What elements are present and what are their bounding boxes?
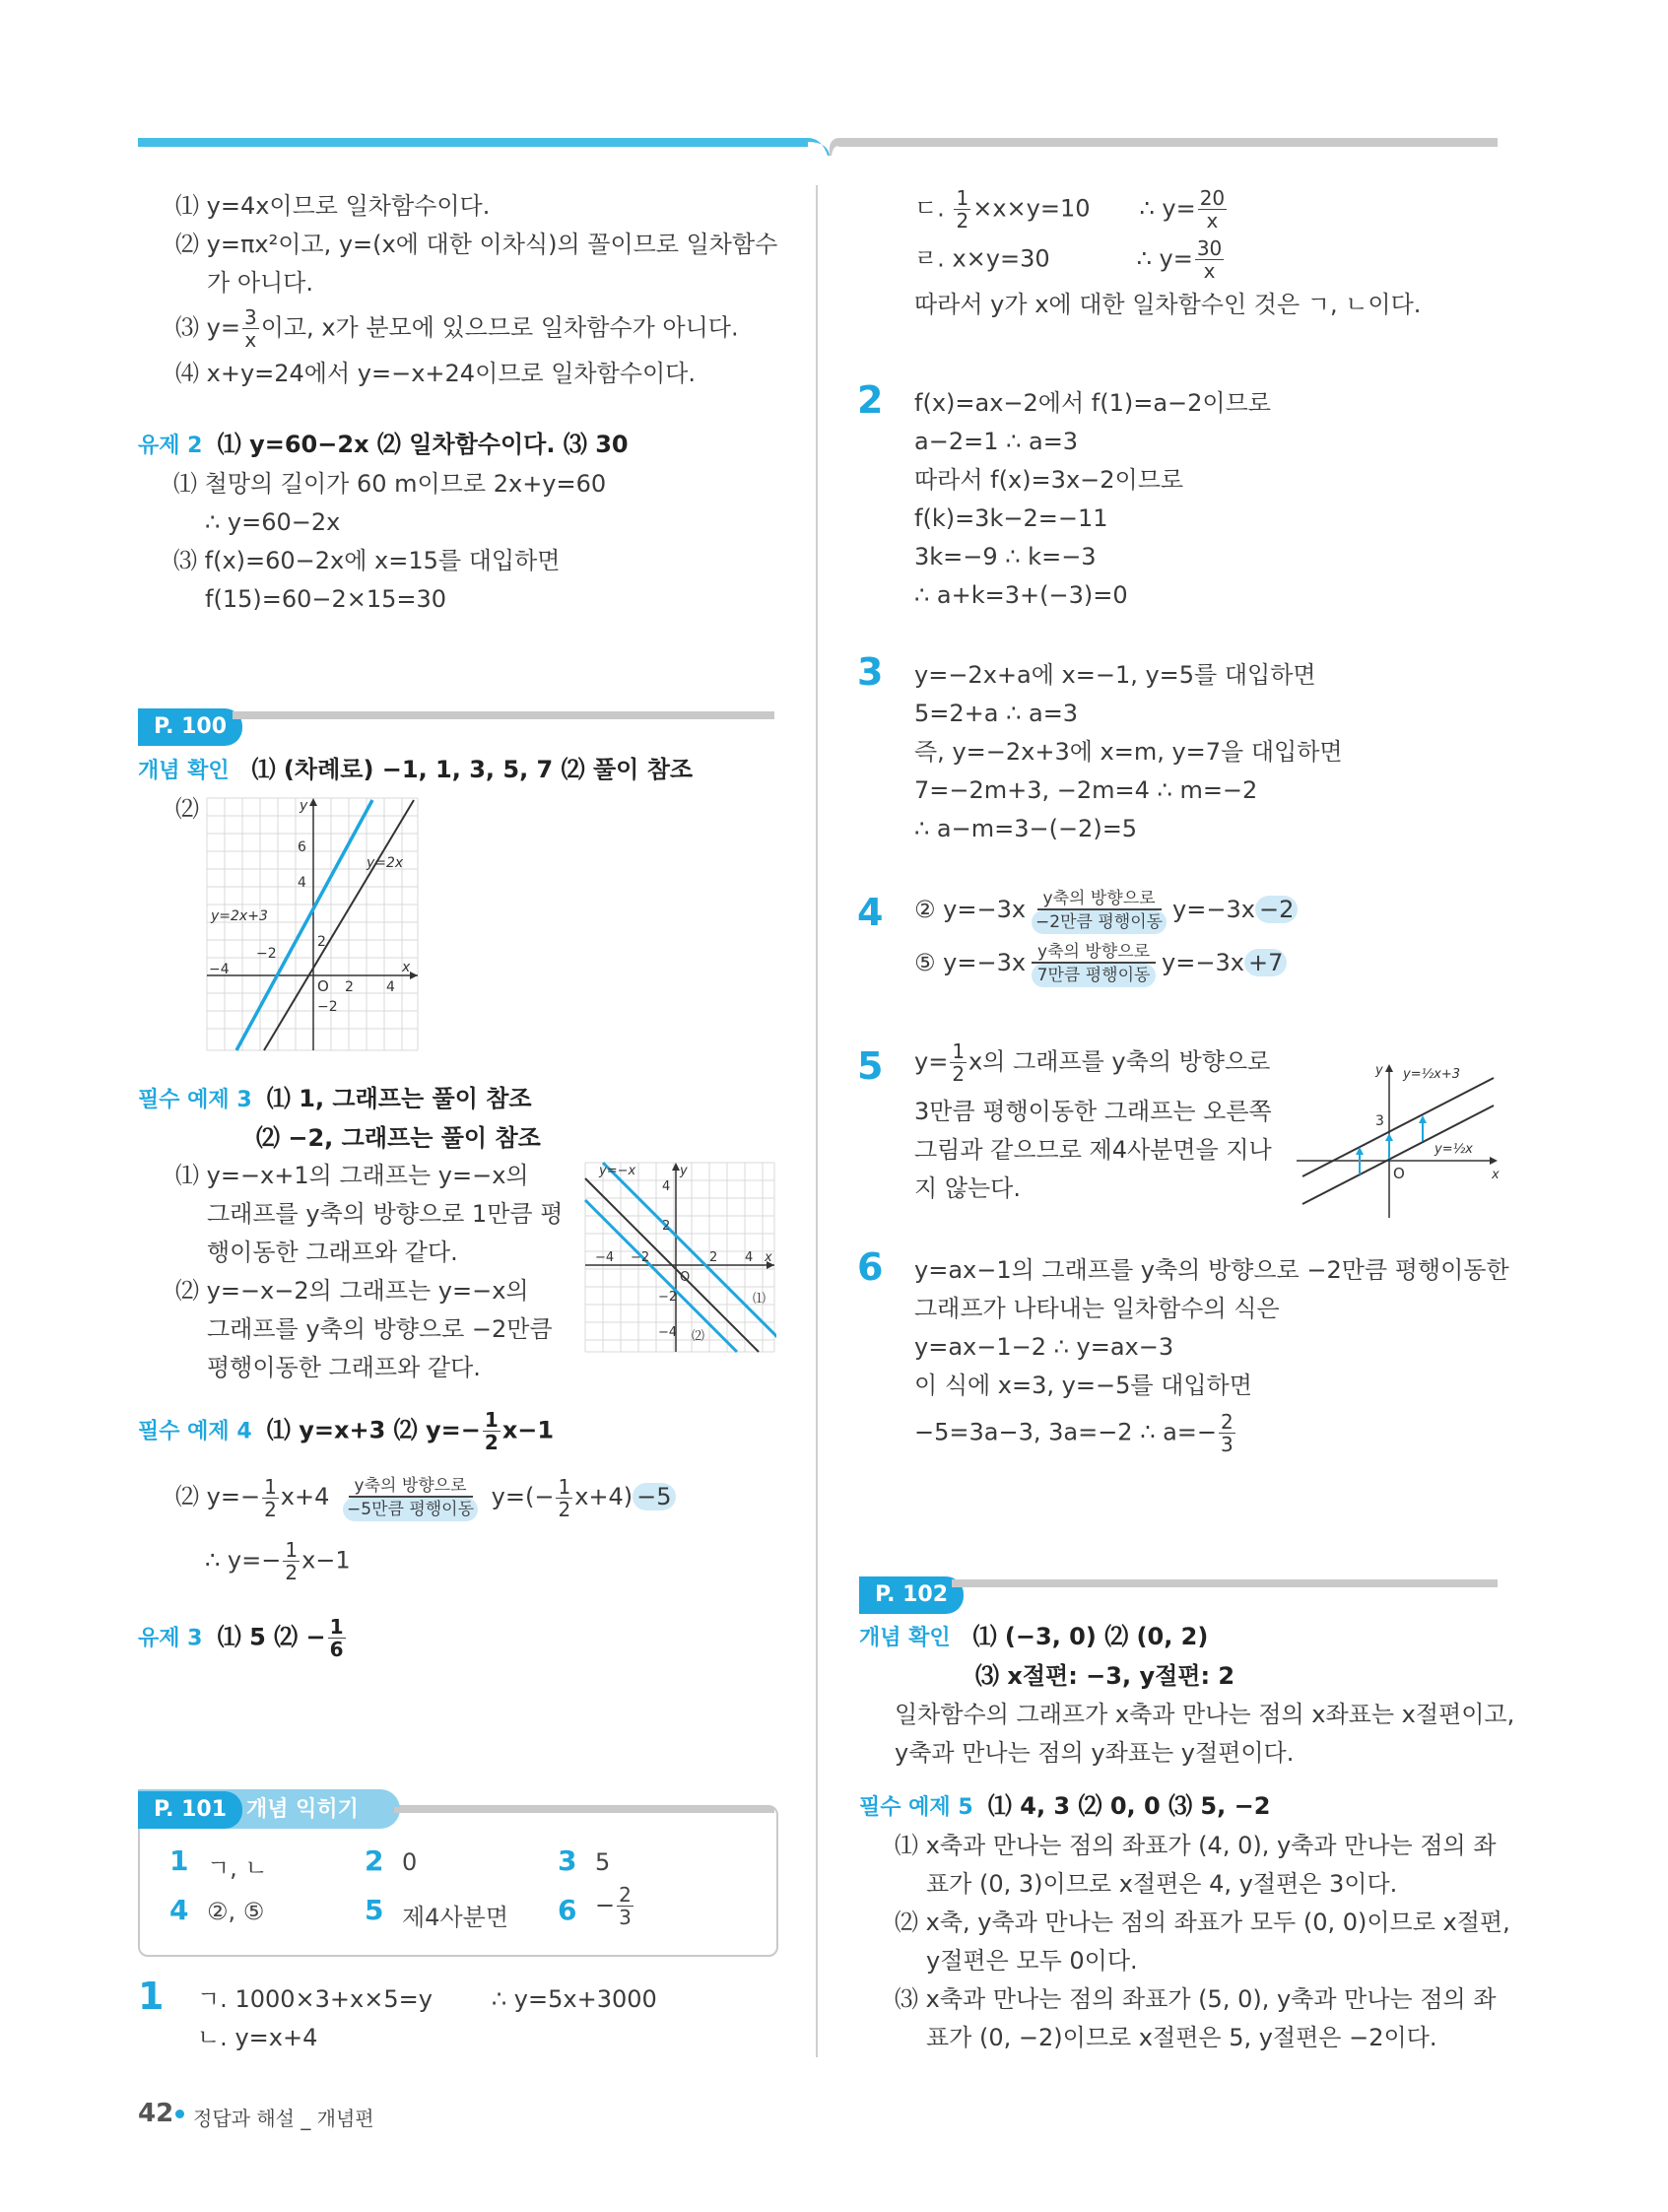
text-line: ⑵ y=πx²이고, y=(x에 대한 이차식)의 꼴이므로 일차함수	[175, 231, 778, 258]
shift-arrow: y축의 방향으로 −5만큼 평행이동	[343, 1474, 478, 1521]
text-part: ⑵ y=−	[175, 1483, 261, 1510]
answer-number: 2	[365, 1844, 384, 1877]
question-number: 6	[857, 1245, 884, 1289]
fraction: $\frac{1}{6}$	[329, 1615, 344, 1661]
answer-number: 3	[558, 1844, 577, 1877]
text-line: y절편은 모두 0이다.	[926, 1947, 1138, 1975]
line-label: y=½x	[1434, 1142, 1473, 1157]
text-line: 행이동한 그래프와 같다.	[207, 1239, 458, 1266]
text-line: 그림과 같으므로 제4사분면을 지나	[914, 1136, 1272, 1164]
graph-label: ⑵	[175, 795, 199, 823]
text-line: ⑷ x+y=24에서 y=−x+24이므로 일차함수이다.	[175, 360, 696, 387]
text-line: f(x)=ax−2에서 f(1)=a−2이므로	[914, 389, 1271, 417]
q2-body	[914, 384, 1525, 615]
origin-label: O	[317, 977, 329, 995]
text-line: 평행이동한 그래프와 같다.	[207, 1354, 481, 1381]
ex5-label: 필수 예제 5	[859, 1795, 973, 1820]
tick-label: 4	[298, 875, 306, 891]
line-label: y=½x+3	[1403, 1067, 1461, 1082]
text-part: ㄹ. x×y=30	[914, 244, 1050, 273]
text-line: 이고, x가 분모에 있으므로 일차함수가 아니다.	[260, 313, 739, 342]
yuje2-label: 유제 2	[138, 434, 203, 458]
text-line: 즉, y=−2x+3에 x=m, y=7을 대입하면	[914, 738, 1343, 766]
concept-answer: ⑴ (−3, 0) ⑵ (0, 2)	[972, 1623, 1209, 1650]
text-line: 5=2+a ∴ a=3	[914, 700, 1079, 727]
fraction: $\frac{1}{2}$	[558, 1474, 571, 1521]
text-line: ∴ y=60−2x	[205, 508, 341, 536]
tick-label: ⑵	[692, 1329, 705, 1344]
text-line: 그래프를 y축의 방향으로 −2만큼	[207, 1315, 553, 1343]
tick-label: 2	[709, 1250, 718, 1265]
answer-number: 5	[365, 1894, 384, 1926]
section-rule	[233, 711, 774, 719]
q3-body	[914, 656, 1525, 848]
fraction: $\frac{30}{x}$	[1196, 236, 1223, 283]
concept-answer: ⑴ (차례로) −1, 1, 3, 5, 7 ⑵ 풀이 참조	[251, 756, 694, 783]
text-part: ② y=−3x	[914, 896, 1027, 923]
question-number: 3	[857, 650, 884, 694]
axis-x-label: x	[402, 960, 411, 975]
fraction: $\frac{20}{x}$	[1199, 186, 1226, 233]
left-block1	[175, 187, 786, 393]
tick-label: 3	[1375, 1113, 1384, 1129]
ex4-body	[175, 1474, 806, 1583]
text-line: f(k)=3k−2=−11	[914, 504, 1108, 532]
p100-concept	[138, 751, 788, 790]
fraction: $\frac{2}{3}$	[1221, 1410, 1234, 1456]
highlight: −5	[633, 1483, 675, 1510]
text-part: y=−3x	[1162, 949, 1244, 976]
text-line: ⑶ f(x)=60−2x에 x=15를 대입하면	[173, 547, 561, 574]
answer-value: ②, ⑤	[207, 1898, 265, 1925]
tick-label: −4	[595, 1250, 615, 1265]
text-line: y=ax−1의 그래프를 y축의 방향으로 −2만큼 평행이동한	[914, 1256, 1509, 1284]
text-line: ㄴ. y=x+4	[197, 2024, 318, 2051]
text-line: y축과 만나는 점의 y좌표는 y절편이다.	[895, 1739, 1295, 1767]
axis-x-label: x	[1492, 1168, 1500, 1182]
ex3-answer1: ⑴ 1, 그래프는 풀이 참조	[266, 1085, 532, 1112]
ex3-header	[138, 1080, 788, 1158]
tick-label: −4	[209, 962, 230, 977]
question-number: 2	[857, 378, 884, 422]
ex4-header	[138, 1409, 808, 1453]
yuje3	[138, 1616, 532, 1660]
tick-label: 6	[298, 839, 306, 855]
q5-graph	[1297, 1054, 1503, 1220]
ex3-body	[175, 1157, 569, 1387]
ex4-answer-tail: x−1	[501, 1416, 555, 1444]
text-line: 지 않는다.	[914, 1174, 1021, 1202]
question-number: 4	[857, 891, 884, 934]
tick-label: −2	[317, 999, 338, 1015]
tick-label: −4	[658, 1325, 678, 1340]
text-part: ∴ y=	[1139, 194, 1196, 223]
text-line: a−2=1 ∴ a=3	[914, 428, 1079, 455]
fraction: $\frac{1}{2}$	[952, 1039, 966, 1086]
ex4-label: 필수 예제 4	[138, 1419, 252, 1444]
axis-x-label: x	[765, 1250, 772, 1265]
text-part: ∴ y=	[1136, 244, 1193, 273]
text-part: ⑤ y=−3x	[914, 949, 1027, 976]
section-pill-p101: P. 101	[138, 1791, 242, 1829]
ex5-answer: ⑴ 4, 3 ⑵ 0, 0 ⑶ 5, −2	[987, 1792, 1271, 1820]
p102-concept	[859, 1618, 1515, 1773]
origin-label: O	[1393, 1165, 1405, 1182]
q6-body	[914, 1251, 1525, 1455]
fraction: $\frac{1}{2}$	[264, 1474, 277, 1521]
concept-label: 개념 확인	[859, 1626, 951, 1650]
ex3-label: 필수 예제 3	[138, 1088, 252, 1112]
tick-label: 2	[662, 1219, 671, 1234]
section-pill-p102: P. 102	[859, 1576, 964, 1614]
text-part: y=(−	[491, 1483, 555, 1510]
text-line: f(15)=60−2×15=30	[205, 585, 447, 613]
yuje3-label: 유제 3	[138, 1626, 203, 1651]
text-line: 3만큼 평행이동한 그래프는 오른쪽	[914, 1098, 1272, 1125]
yuje2-block	[138, 426, 788, 619]
p100-graph	[205, 796, 420, 1052]
section-rule	[394, 1807, 774, 1813]
text-line: 표가 (0, 3)이므로 x절편은 4, y절편은 3이다.	[926, 1870, 1398, 1898]
text-line: ⑴ y=−x+1의 그래프는 y=−x의	[175, 1162, 529, 1189]
concept-answer: ⑶ x절편: −3, y절편: 2	[975, 1662, 1235, 1690]
ex3-answer2: ⑵ −2, 그래프는 풀이 참조	[256, 1124, 541, 1152]
text-part: ∴ y=5x+3000	[491, 1985, 657, 2013]
tick-label: −2	[256, 946, 277, 962]
question-number: 1	[138, 1975, 165, 2018]
fraction: $\frac{3}{x}$	[243, 305, 257, 352]
text-line: ⑴ y=4x이므로 일차함수이다.	[175, 192, 491, 220]
ex5-block	[859, 1787, 1509, 2057]
text-line: ∴ a−m=3−(−2)=5	[914, 815, 1138, 842]
text-line: ⑵ y=−x−2의 그래프는 y=−x의	[175, 1277, 529, 1305]
text-line: ⑶ x축과 만나는 점의 좌표가 (5, 0), y축과 만나는 점의 좌	[895, 1985, 1497, 2013]
origin-label: O	[680, 1270, 691, 1285]
fraction: $\frac{1}{2}$	[484, 1408, 499, 1454]
highlight: −2	[1255, 896, 1298, 923]
text-line: 일차함수의 그래프가 x축과 만나는 점의 x좌표는 x절편이고,	[895, 1701, 1515, 1728]
tick-label: 4	[745, 1250, 754, 1265]
line-label: y=2x	[367, 855, 404, 871]
tick-label: 4	[386, 979, 395, 995]
tick-label: 2	[345, 979, 354, 995]
answer-value: 제4사분면	[402, 1904, 509, 1931]
text-line: ⑴ 철망의 길이가 60 m이므로 2x+y=60	[173, 470, 607, 498]
fraction: $\frac{1}{2}$	[956, 186, 969, 233]
tick-label: ⑴	[753, 1292, 767, 1307]
highlight: +7	[1244, 949, 1287, 976]
text-line: ⑶ y=	[175, 313, 240, 342]
text-line: y=−2x+a에 x=−1, y=5를 대입하면	[914, 661, 1316, 689]
ex4-answer: ⑴ y=x+3 ⑵ y=−	[266, 1416, 481, 1444]
text-line: 가 아니다.	[207, 269, 313, 297]
answer-value: 5	[595, 1848, 611, 1876]
axis-y-label: y	[680, 1164, 688, 1178]
line-label: y=2x+3	[211, 908, 268, 924]
yuje2-answer: ⑴ y=60−2x ⑵ 일차함수이다. ⑶ 30	[217, 431, 629, 458]
fraction: $\frac{1}{2}$	[285, 1538, 299, 1584]
line-label: y=−x	[599, 1164, 636, 1178]
top-header-bars	[138, 132, 1498, 171]
text-line: ⑴ x축과 만나는 점의 좌표가 (4, 0), y축과 만나는 점의 좌	[895, 1832, 1497, 1859]
footer-text: 정답과 해설 _ 개념편	[193, 2107, 374, 2130]
q1-body	[197, 1980, 788, 2057]
text-line: 이 식에 x=3, y=−5를 대입하면	[914, 1372, 1252, 1399]
text-part: ×x×y=10	[972, 194, 1091, 223]
answer-value: 0	[402, 1848, 418, 1876]
text-line: 3k=−9 ∴ k=−3	[914, 543, 1097, 570]
footer-dot-icon	[175, 2110, 184, 2118]
tick-label: −2	[658, 1290, 678, 1305]
text-line: y=ax−1−2 ∴ y=ax−3	[914, 1333, 1174, 1361]
text-line: 그래프가 나타내는 일차함수의 식은	[914, 1295, 1280, 1322]
text-part: y=−3x	[1172, 896, 1255, 923]
text-line: 따라서 f(x)=3x−2이므로	[914, 466, 1184, 494]
p101-title: 개념 익히기	[246, 1797, 359, 1822]
text-line: ∴ a+k=3+(−3)=0	[914, 581, 1128, 609]
concept-label: 개념 확인	[138, 759, 230, 783]
answer-value: − $\frac{2}{3}$	[595, 1883, 632, 1929]
text-part: −5=3a−3, 3a=−2 ∴ a=−	[914, 1418, 1218, 1446]
q5-body	[914, 1040, 1289, 1208]
text-part: ㄱ. 1000×3+x×5=y	[197, 1985, 433, 2013]
answer-value: ㄱ, ㄴ	[207, 1854, 268, 1882]
axis-y-label: y	[1375, 1063, 1383, 1078]
text-line: 따라서 y가 x에 대한 일차함수인 것은 ㄱ, ㄴ이다.	[914, 291, 1422, 318]
text-line: 그래프를 y축의 방향으로 1만큼 평	[207, 1200, 564, 1228]
text-part: x+4	[280, 1483, 330, 1510]
q4-body	[914, 887, 1525, 987]
yuje3-answer: ⑴ 5 ⑵ −	[217, 1623, 326, 1651]
shift-arrow: y축의 방향으로 −2만큼 평행이동	[1032, 887, 1167, 934]
text-line: 표가 (0, −2)이므로 x절편은 5, y절편은 −2이다.	[926, 2024, 1437, 2051]
question-number: 5	[857, 1044, 884, 1088]
tick-label: 2	[317, 934, 326, 950]
q1-continued	[914, 187, 1525, 324]
ex3-graph	[583, 1161, 776, 1354]
text-part: x의 그래프를 y축의 방향으로	[968, 1047, 1271, 1076]
text-part: x−1	[301, 1546, 351, 1575]
section-pill-p100: P. 100	[138, 708, 242, 746]
text-line: 7=−2m+3, −2m=4 ∴ m=−2	[914, 776, 1258, 804]
tick-label: −2	[631, 1250, 650, 1265]
text-line: ⑵ x축, y축과 만나는 점의 좌표가 모두 (0, 0)이므로 x절편,	[895, 1909, 1510, 1936]
answer-number: 6	[558, 1894, 577, 1926]
tick-label: 4	[662, 1179, 671, 1194]
answer-number: 1	[169, 1844, 189, 1877]
shift-arrow: y축의 방향으로 7만큼 평행이동	[1032, 940, 1156, 987]
text-part: x+4)	[574, 1483, 634, 1510]
answer-number: 4	[169, 1894, 189, 1926]
section-rule	[952, 1579, 1498, 1587]
axis-y-label: y	[300, 798, 308, 814]
text-part: y=	[914, 1047, 949, 1076]
text-part: ∴ y=−	[205, 1546, 282, 1575]
page-number: 42	[138, 2099, 174, 2128]
text-part: ㄷ.	[914, 194, 945, 223]
column-divider	[816, 185, 818, 2057]
